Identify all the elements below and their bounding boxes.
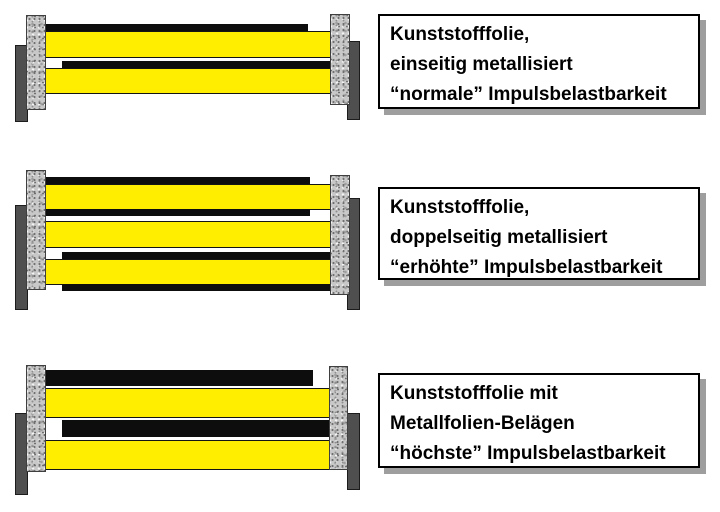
metallization-layer (62, 61, 335, 68)
metal-foil-electrode (38, 370, 313, 386)
plastic-film-layer (38, 259, 334, 285)
end-contact-schoopage-left (26, 170, 46, 290)
metallization-layer (38, 177, 310, 184)
caption-line: einseitig metallisiert (390, 54, 573, 75)
caption-line: doppelseitig metallisiert (390, 227, 608, 248)
lead-terminal-right (347, 413, 360, 490)
plastic-film-layer (38, 440, 330, 470)
plastic-film-layer (38, 221, 334, 248)
caption-line: “normale” Impulsbelastbarkeit (390, 84, 667, 105)
caption-line: Kunststofffolie, (390, 24, 530, 45)
end-contact-schoopage-right (330, 175, 350, 295)
caption-box-double-side (378, 187, 700, 280)
caption-box-metal-foil (378, 373, 700, 468)
caption-line: Kunststofffolie mit (390, 383, 558, 404)
metallization-layer (38, 24, 308, 31)
plastic-film-layer (38, 184, 334, 210)
end-contact-schoopage-right (329, 366, 348, 470)
caption-box-single-side (378, 14, 700, 109)
metallization-layer (38, 209, 310, 216)
caption-line: Kunststofffolie, (390, 197, 530, 218)
caption-line: “höchste” Impulsbelastbarkeit (390, 443, 666, 464)
caption-line: Metallfolien-Belägen (390, 413, 575, 434)
end-contact-schoopage-left (26, 15, 46, 110)
end-contact-schoopage-left (26, 365, 46, 472)
plastic-film-layer (38, 388, 330, 418)
caption-line: “erhöhte” Impulsbelastbarkeit (390, 257, 663, 278)
end-contact-schoopage-right (330, 14, 350, 105)
metal-foil-electrode (62, 420, 335, 437)
metallization-layer (62, 252, 335, 259)
plastic-film-layer (38, 68, 334, 94)
metallization-layer (62, 284, 335, 291)
plastic-film-layer (38, 31, 334, 58)
